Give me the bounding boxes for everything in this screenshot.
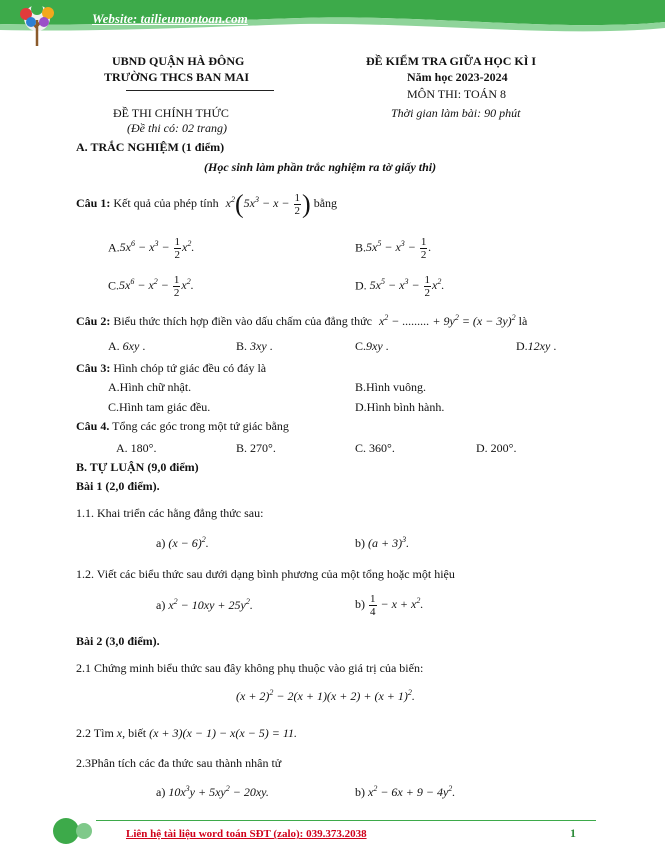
bai2-part3: 2.3Phân tích các đa thức sau thành nhân tử bbox=[76, 756, 282, 770]
bai2-heading: Bài 2 (3,0 điểm). bbox=[76, 634, 160, 648]
q2-stem bbox=[76, 315, 527, 329]
q3-text: Hình chóp tứ giác đều có đáy là bbox=[113, 361, 267, 375]
q1-label: Câu 1: bbox=[76, 196, 111, 210]
school-underline bbox=[126, 90, 274, 91]
q1-option-a[interactable]: $A.5x^6 - x^3$ − $\frac{1}{2}$ $x^2$. bbox=[108, 236, 195, 261]
exam-time: Thời gian làm bài: 90 phút bbox=[391, 106, 521, 120]
tree-logo-icon bbox=[6, 2, 68, 48]
bai1-part1: 1.1. Khai triển các hằng đẳng thức sau: bbox=[76, 506, 264, 520]
q2-option-b[interactable]: B. 3xy . bbox=[236, 339, 273, 353]
q3-option-c[interactable]: C.Hình tam giác đều. bbox=[108, 400, 211, 414]
school-name: TRƯỜNG THCS BAN MAI bbox=[104, 70, 250, 84]
q1-tail: bằng bbox=[313, 196, 338, 210]
bai1-part1-a: a) $(x - 6)^2$. bbox=[156, 535, 209, 550]
bai2-part1-expression: $(x + 2)^2 - 2(x + 1)(x + 2) + (x + 1)^2$. bbox=[236, 688, 415, 703]
exam-subject: MÔN THI: TOÁN 8 bbox=[407, 87, 507, 101]
q4-option-b[interactable]: B. 270°. bbox=[236, 441, 276, 455]
q2-option-d[interactable]: D.12xy . bbox=[516, 339, 557, 353]
q1-expression: $x^2(5x^3 - x$ − $\frac{1}{2}$ ) bbox=[225, 189, 311, 219]
official-label: ĐỀ THI CHÍNH THỨC bbox=[113, 106, 229, 120]
part-a-heading: A. TRẮC NGHIỆM (1 điểm) bbox=[76, 140, 225, 154]
q2-option-a[interactable]: A. 6xy . bbox=[108, 339, 146, 353]
footer-line bbox=[96, 820, 596, 821]
bai1-part1-b: b) $(a + 3)^3$. bbox=[355, 535, 410, 550]
q3-stem bbox=[76, 362, 266, 376]
q2-option-c[interactable]: C.9xy . bbox=[355, 339, 389, 353]
q4-label: Câu 4. bbox=[76, 419, 110, 433]
bai1-heading: Bài 1 (2,0 điểm). bbox=[76, 479, 160, 493]
website-link[interactable]: Website: tailieumontoan.com bbox=[92, 11, 248, 26]
page-number: 1 bbox=[570, 826, 576, 840]
q1-option-d[interactable]: D. $5x^5 - x^3$ − $\frac{1}{2}$ $x^2$. bbox=[355, 274, 445, 299]
q1-option-c[interactable]: $C.5x^6 - x^2$ − $\frac{1}{2}$ $x^2$. bbox=[108, 274, 194, 299]
exam-title: ĐỀ KIỂM TRA GIỮA HỌC KÌ I bbox=[366, 54, 537, 68]
q4-option-c[interactable]: C. 360°. bbox=[355, 441, 395, 455]
bai2-part3-a: a) $10x^3y + 5xy^2 - 20xy$. bbox=[156, 784, 269, 799]
district-name: UBND QUẬN HÀ ĐÔNG bbox=[112, 54, 245, 68]
q4-stem bbox=[76, 420, 289, 434]
q4-option-d[interactable]: D. 200°. bbox=[476, 441, 517, 455]
q1-text: Kết quả của phép tính bbox=[113, 196, 219, 210]
q2-text: Biểu thức thích hợp điền vào dấu chấm của đẳng thức bbox=[113, 314, 372, 328]
bai2-part3-b: b) $x^2 - 6x + 9 - 4y^2$. bbox=[355, 784, 456, 799]
footer-contact[interactable]: Liên hệ tài liệu word toán SĐT (zalo): 039.373.2038 bbox=[126, 828, 367, 840]
bai1-part2-b: b) $\frac{1}{4}$ − $x + x^2$. bbox=[355, 592, 424, 618]
bai2-part2: 2.2 Tìm x, biết (x + 3)(x − 1) − x(x − 5) = 11. bbox=[76, 726, 297, 740]
green-dot-icon bbox=[44, 816, 96, 846]
bai1-part2: 1.2. Viết các biểu thức sau dưới dạng bình phương của một tổng hoặc một hiệu bbox=[76, 567, 455, 581]
q2-label: Câu 2: bbox=[76, 314, 111, 328]
q3-option-b[interactable]: B.Hình vuông. bbox=[355, 380, 427, 394]
q3-label: Câu 3: bbox=[76, 361, 111, 375]
q2-expression: $x^2$ − ......... + $9y^2 = (x - 3y)^2$ bbox=[378, 313, 516, 328]
q2-tail: là bbox=[518, 314, 528, 328]
bai2-part1: 2.1 Chứng minh biểu thức sau đây không phụ thuộc vào giá trị của biến: bbox=[76, 661, 424, 675]
q4-text: Tổng các góc trong một tứ giác bằng bbox=[112, 419, 289, 433]
school-year: Năm học 2023-2024 bbox=[407, 70, 508, 84]
part-b-heading: B. TỰ LUẬN (9,0 điểm) bbox=[76, 460, 199, 474]
q1-option-b[interactable]: $B.5x^5 - x^3$ − $\frac{1}{2}$ . bbox=[355, 236, 432, 261]
page-count: (Đề thi có: 02 trang) bbox=[127, 121, 227, 135]
q3-option-d[interactable]: D.Hình bình hành. bbox=[355, 400, 445, 414]
q3-option-a[interactable]: A.Hình chữ nhật. bbox=[108, 380, 192, 394]
q4-option-a[interactable]: A. 180°. bbox=[116, 441, 157, 455]
part-a-note: (Học sinh làm phần trắc nghiệm ra tờ giấy thi) bbox=[204, 160, 437, 174]
bai1-part2-a: a) $x^2 - 10xy + 25y^2$. bbox=[156, 597, 253, 612]
q1-stem bbox=[76, 190, 337, 217]
